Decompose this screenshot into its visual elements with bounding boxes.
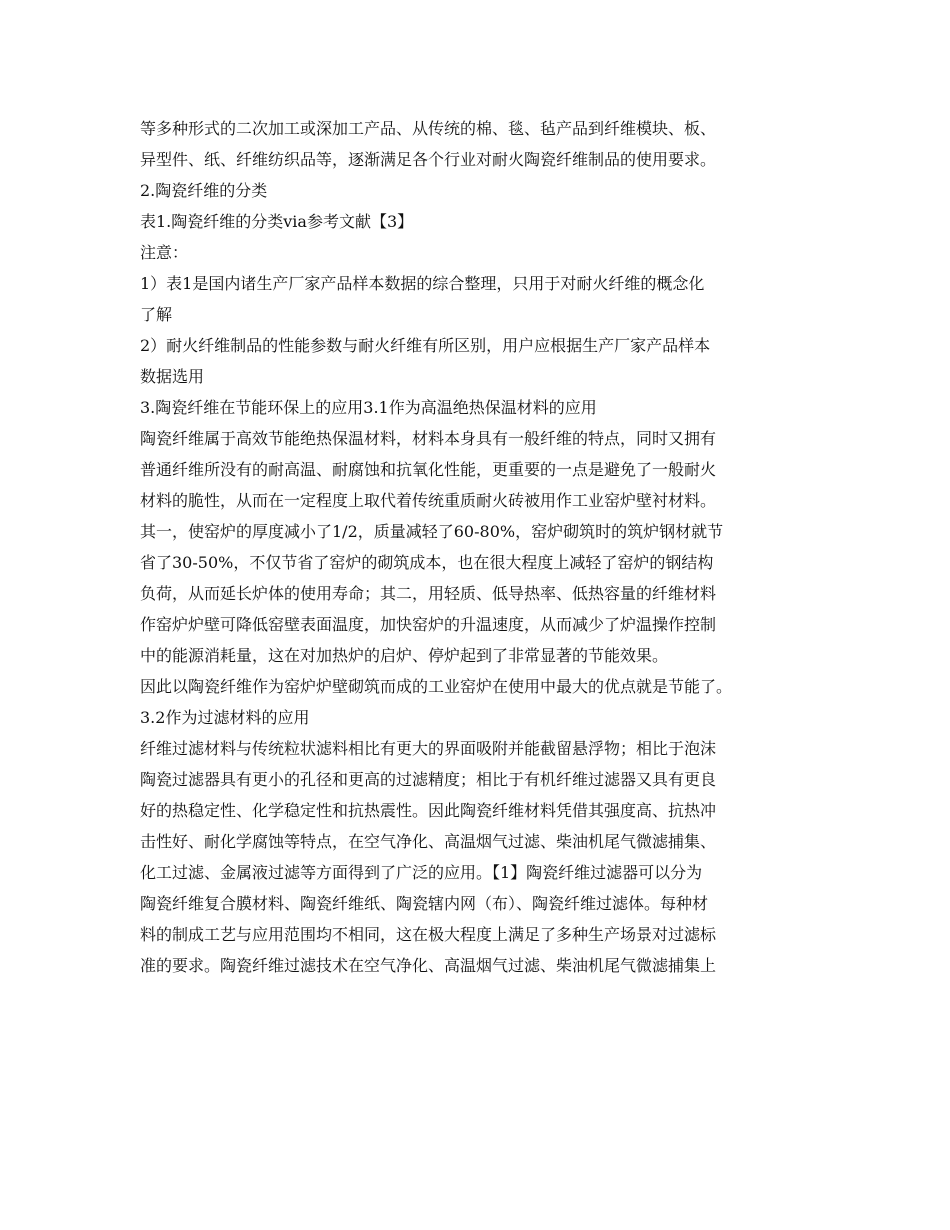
- text-line: 击性好、耐化学腐蚀等特点，在空气净化、高温烟气过滤、柴油机尾气微滤捕集、: [140, 832, 717, 851]
- text-line: 准的要求。陶瓷纤维过滤技术在空气净化、高温烟气过滤、柴油机尾气微滤捕集上: [140, 956, 717, 975]
- text-line: 异型件、纸、纤维纺织品等，逐渐满足各个行业对耐火陶瓷纤维制品的使用要求。: [140, 150, 717, 169]
- section-heading: 3.陶瓷纤维在节能环保上的应用3.1作为高温绝热保温材料的应用: [140, 398, 597, 417]
- document-body: [140, 113, 820, 981]
- text-line: 纤维过滤材料与传统粒状滤料相比有更大的界面吸附并能截留悬浮物；相比于泡沫: [140, 739, 717, 758]
- text-line: 因此以陶瓷纤维作为窑炉炉壁砌筑而成的工业窑炉在使用中最大的优点就是节能了。: [140, 677, 733, 696]
- note-heading: 注意：: [140, 243, 189, 262]
- table-caption: 表1.陶瓷纤维的分类via参考文献【3】: [140, 212, 414, 231]
- note-item-line: 了解: [140, 305, 173, 324]
- text-line: 作窑炉炉壁可降低窑壁表面温度，加快窑炉的升温速度，从而减少了炉温操作控制: [140, 615, 717, 634]
- text-line: 等多种形式的二次加工或深加工产品、从传统的棉、毯、毡产品到纤维模块、板、: [140, 119, 717, 138]
- text-line: 料的制成工艺与应用范围均不相同，这在极大程度上满足了多种生产场景对过滤标: [140, 925, 717, 944]
- text-line: 化工过滤、金属液过滤等方面得到了广泛的应用。【1】陶瓷纤维过滤器可以分为: [140, 863, 703, 882]
- text-line: 普通纤维所没有的耐高温、耐腐蚀和抗氧化性能，更重要的一点是避免了一般耐火: [140, 460, 717, 479]
- note-item-line: 1）表1是国内诸生产厂家产品样本数据的综合整理，只用于对耐火纤维的概念化: [140, 274, 705, 293]
- text-line: 好的热稳定性、化学稳定性和抗热震性。因此陶瓷纤维材料凭借其强度高、抗热冲: [140, 801, 717, 820]
- text-line: 其一，使窑炉的厚度减小了1/2，质量减轻了60-80%，窑炉砌筑时的筑炉钢材就节: [140, 522, 724, 541]
- text-line: 陶瓷纤维属于高效节能绝热保温材料，材料本身具有一般纤维的特点，同时又拥有: [140, 429, 717, 448]
- section-heading: 2.陶瓷纤维的分类: [140, 181, 268, 200]
- text-line: 陶瓷过滤器具有更小的孔径和更高的过滤精度；相比于有机纤维过滤器又具有更良: [140, 770, 717, 789]
- text-line: 材料的脆性，从而在一定程度上取代着传统重质耐火砖被用作工业窑炉壁衬材料。: [140, 491, 717, 510]
- section-heading: 3.2作为过滤材料的应用: [140, 708, 310, 727]
- text-line: 中的能源消耗量，这在对加热炉的启炉、停炉起到了非常显著的节能效果。: [140, 646, 669, 665]
- text-line: 省了30-50%，不仅节省了窑炉的砌筑成本，也在很大程度上减轻了窑炉的钢结构: [140, 553, 714, 572]
- text-line: 陶瓷纤维复合膜材料、陶瓷纤维纸、陶瓷辖内网（布）、陶瓷纤维过滤体。每种材: [140, 894, 709, 913]
- text-line: 负荷，从而延长炉体的使用寿命；其二，用轻质、低导热率、低热容量的纤维材料: [140, 584, 717, 603]
- note-item-line: 2）耐火纤维制品的性能参数与耐火纤维有所区别，用户应根据生产厂家产品样本: [140, 336, 711, 355]
- note-item-line: 数据选用: [140, 367, 205, 386]
